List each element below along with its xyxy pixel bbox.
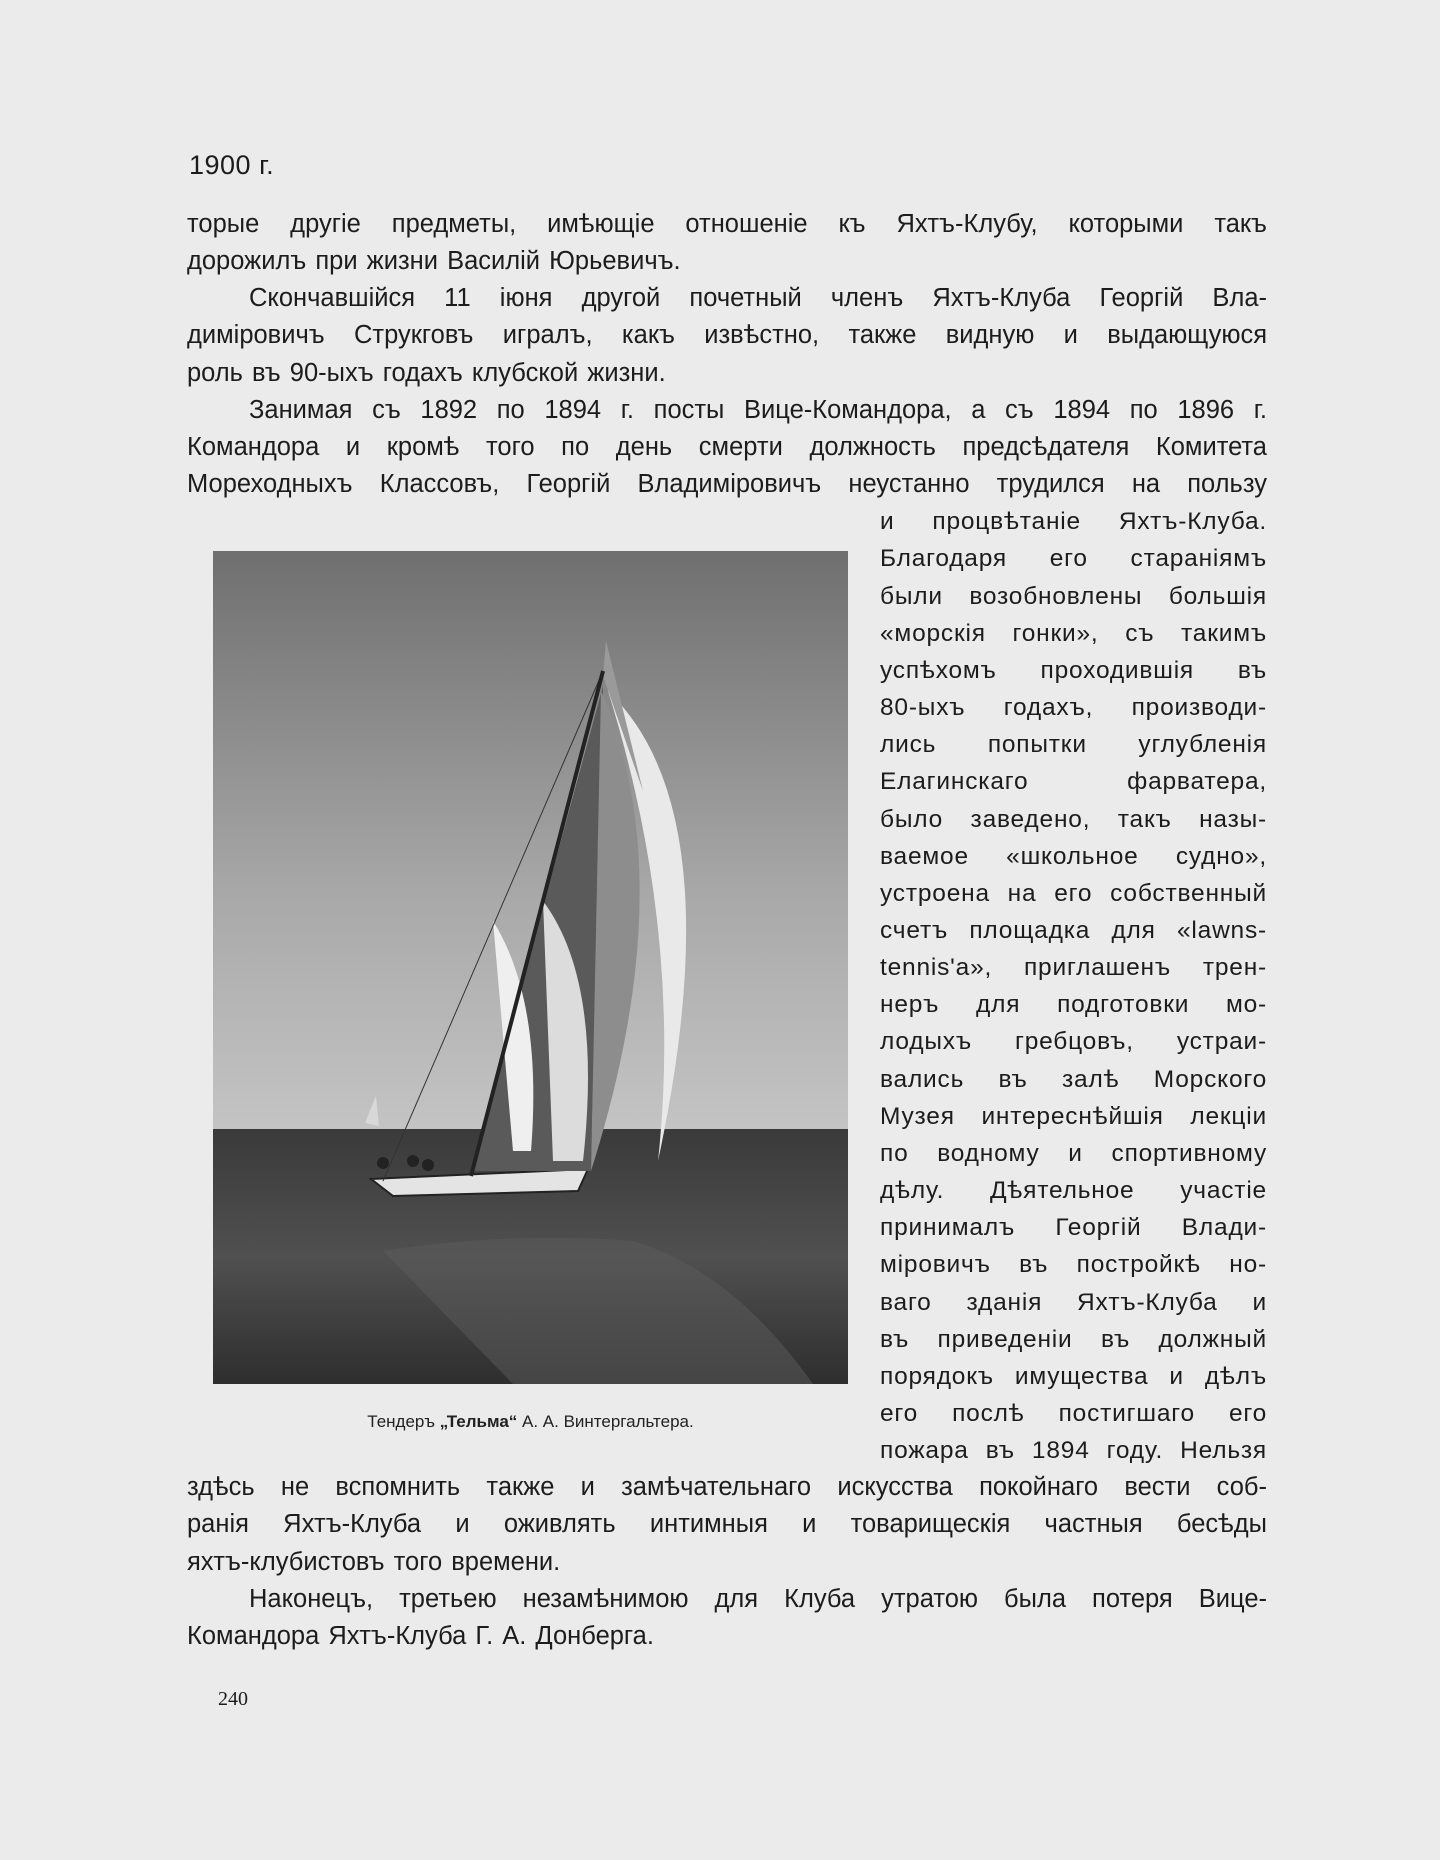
text-line: роль въ 90-ыхъ годахъ клубской жизни. xyxy=(187,358,666,387)
photo-caption xyxy=(213,1412,848,1432)
text-line-wrapped: вались въ залѣ Морского xyxy=(880,1065,1267,1093)
text-line-wrapped: порядокъ имущества и дѣлъ xyxy=(880,1362,1267,1390)
text-line-wrapped: 80-ыхъ годахъ, производи- xyxy=(880,694,1267,722)
text-line-wrapped: пожара въ 1894 году. Нельзя xyxy=(880,1437,1267,1465)
text-line-wrapped: дѣлу. Дѣятельное участіе xyxy=(880,1177,1267,1205)
text-line-wrapped: лодыхъ гребцовъ, устраи- xyxy=(880,1028,1267,1056)
text-line: Мореходныхъ Классовъ, Георгій Владиміровичъ неустанно трудился на пользу xyxy=(187,470,1267,499)
text-line-wrapped: ваемое «школьное судно», xyxy=(880,842,1267,870)
text-line: торые другіе предметы, имѣющіе отношеніе къ Яхтъ-Клубу, которыми такъ xyxy=(187,210,1267,238)
text-line: Скончавшійся 11 іюня другой почетный членъ Яхтъ-Клуба Георгій Вла- xyxy=(249,284,1267,313)
text-line-wrapped: ваго зданія Яхтъ-Клуба и xyxy=(880,1288,1267,1316)
text-line-wrapped: было заведено, такъ назы- xyxy=(880,805,1267,833)
text-line-wrapped: и процвѣтаніе Яхтъ-Клуба. xyxy=(880,508,1267,536)
text-line-wrapped: по водному и спортивному xyxy=(880,1139,1267,1167)
caption-prefix: Тендеръ xyxy=(367,1412,440,1431)
text-line: яхтъ-клубистовъ того времени. xyxy=(187,1547,561,1576)
text-line-wrapped: были возобновлены большія xyxy=(880,582,1267,610)
text-line: диміровичъ Струкговъ игралъ, какъ извѣстно, также видную и выдающуюся xyxy=(187,321,1267,350)
text-line: ранія Яхтъ-Клуба и оживлять интимныя и товарищескія частныя бесѣды xyxy=(187,1510,1267,1539)
text-line-wrapped: Елагинскаго фарватера, xyxy=(880,768,1267,796)
text-line-wrapped: его послѣ постигшаго его xyxy=(880,1400,1267,1427)
text-line-wrapped: міровичъ въ постройкѣ но- xyxy=(880,1251,1267,1279)
caption-suffix: А. А. Винтергальтера. xyxy=(517,1412,694,1431)
text-line: дорожилъ при жизни Василій Юрьевичъ. xyxy=(187,247,681,276)
text-line: Наконецъ, третьею незамѣнимою для Клуба утратою была потеря Вице- xyxy=(249,1584,1267,1613)
running-head: 1900 г. xyxy=(189,150,275,180)
text-line-wrapped: устроена на его собственный xyxy=(880,879,1267,907)
text-line-wrapped: «морскія гонки», съ такимъ xyxy=(880,619,1267,647)
text-line-wrapped: Благодаря его стараніямъ xyxy=(880,545,1267,573)
text-line: здѣсь не вспомнить также и замѣчательнаго искусства покойнаго вести соб- xyxy=(187,1473,1267,1502)
text-line-wrapped: лись попытки углубленія xyxy=(880,731,1267,759)
text-line: Командора и кромѣ того по день смерти должность предсѣдателя Комитета xyxy=(187,432,1267,461)
page-number: 240 xyxy=(218,1688,248,1710)
text-line-wrapped: принималъ Георгій Влади- xyxy=(880,1214,1267,1242)
text-line-wrapped: Музея интереснѣйшія лекціи xyxy=(880,1102,1267,1130)
text-line-wrapped: успѣхомъ проходившія въ xyxy=(880,656,1267,684)
text-line: Командора Яхтъ-Клуба Г. А. Донберга. xyxy=(187,1621,654,1650)
text-line-wrapped: счетъ площадка для «lawns- xyxy=(880,916,1267,944)
sailboat-photo xyxy=(213,551,848,1384)
text-line-wrapped: неръ для подготовки мо- xyxy=(880,991,1267,1019)
text-line-wrapped: tennis'a», приглашенъ трен- xyxy=(880,954,1267,982)
caption-boat-name: „Тельма“ xyxy=(439,1412,518,1431)
text-line: Занимая съ 1892 по 1894 г. посты Вице-Командора, а съ 1894 по 1896 г. xyxy=(249,395,1267,424)
text-line-wrapped: въ приведеніи въ должный xyxy=(880,1325,1267,1353)
